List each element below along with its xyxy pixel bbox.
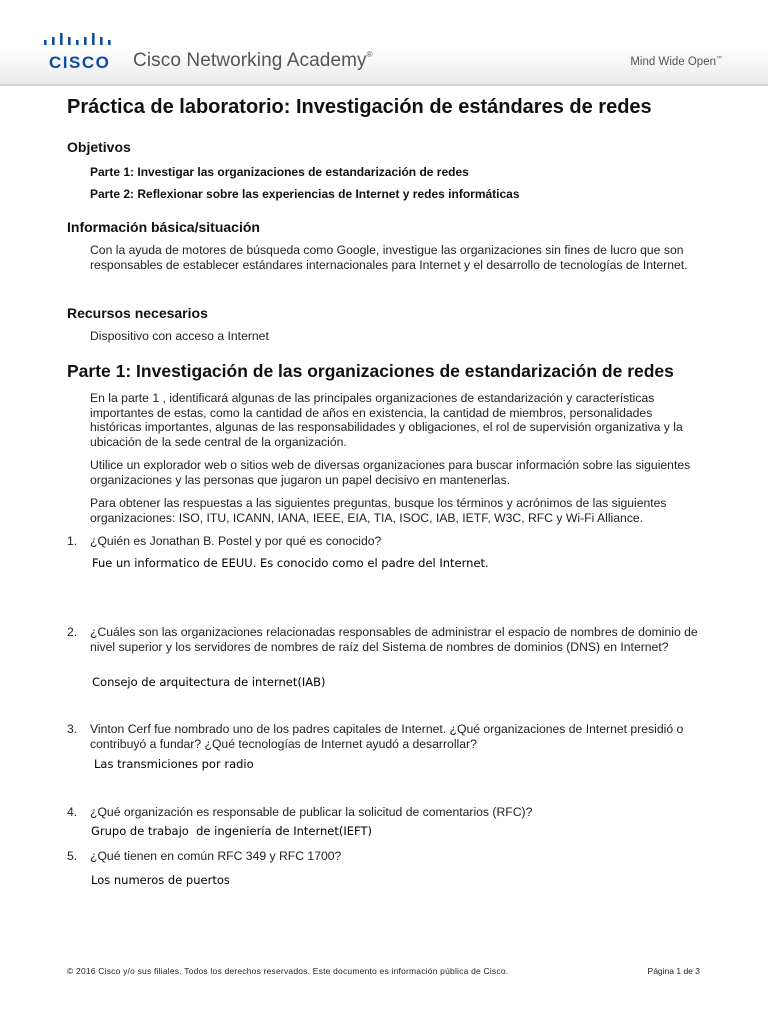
cisco-logo-icon [44,33,114,49]
question-text: ¿Qué organización es responsable de publicar la solicitud de comentarios (RFC)? [90,805,533,819]
objective-item: Parte 1: Investigar las organizaciones de estandarización de redes [90,165,469,179]
background-text: Con la ayuda de motores de búsqueda como Google, investigue las organizaciones sin fines de lucro que son responsables de establecer estándares internacionales para Internet y el desarrollo de tecnologías de Internet. [90,243,688,272]
part1-instructions: Utilice un explorador web o sitios web de diversas organizaciones para buscar información sobre las siguientes organizaciones y las personas que jugaron un papel decisivo en mantenerlas. [90,458,691,487]
part1-heading: Parte 1: Investigación de las organizaciones de estandarización de redes [67,361,674,381]
trademark-mark: ™ [716,56,722,63]
question-text: Vinton Cerf fue nombrado uno de los padres capitales de Internet. ¿Qué organizaciones de Internet presidió o contribuyó a fundar? ¿Qué tecnologías de Internet ayudó a desarrollar? [90,722,684,751]
part1-acronyms: Para obtener las respuestas a las siguientes preguntas, busque los términos y acrónimos de las siguientes organizaciones: ISO, ITU, ICANN, IANA, IEEE, EIA, TIA, ISOC, IAB, IETF, W3C, RFC y Wi-Fi Alliance. [90,496,667,525]
question-number: 5. [67,849,78,863]
question-text: ¿Qué tienen en común RFC 349 y RFC 1700? [90,849,342,863]
academy-name-text: Cisco Networking Academy [133,50,367,71]
resources-text: Dispositivo con acceso a Internet [90,329,269,343]
objective-item: Parte 2: Reflexionar sobre las experiencias de Internet y redes informáticas [90,187,520,201]
background-heading: Información básica/situación [67,219,260,235]
document-header [0,0,768,86]
page-number: Página 1 de 3 [647,966,700,976]
page-title: Práctica de laboratorio: Investigación de estándares de redes [67,96,652,118]
resources-heading: Recursos necesarios [67,305,208,321]
answer-text: Las transmiciones por radio [94,757,254,771]
answer-text: Grupo de trabajo de ingeniería de Internet(IEFT) [91,824,372,838]
tagline [630,56,722,68]
answer-text: Consejo de arquitectura de internet(IAB) [92,675,326,689]
cisco-wordmark: CISCO [49,53,111,72]
header-divider [0,84,768,86]
objectives-heading: Objetivos [67,139,131,155]
tagline-text: Mind Wide Open [630,56,716,68]
question-number: 3. [67,722,78,736]
question-number: 4. [67,805,78,819]
academy-name [133,50,373,72]
question-number: 1. [67,534,78,548]
question-text: ¿Cuáles son las organizaciones relacionadas responsables de administrar el espacio de nombres de dominio de nivel superior y los servidores de nombres de raíz del Sistema de nombres de dominios (DNS) en Internet? [90,625,698,654]
footer-copyright: © 2016 Cisco y/o sus filiales. Todos los derechos reservados. Este documento es información pública de Cisco. [67,966,509,976]
answer-text: Los numeros de puertos [91,873,230,887]
part1-intro: En la parte 1 , identificará algunas de las principales organizaciones de estandarización y características importantes de estas, como la cantidad de años en existencia, la cantidad de miembros, personalidades históricas importantes, algunas de las responsabilidades y obligaciones, el rol de supervisión organizativa y la ubicación de la sede central de la organización. [90,391,683,449]
answer-text: Fue un informatico de EEUU. Es conocido como el padre del Internet. [92,556,489,570]
registered-mark: ® [366,50,373,59]
question-number: 2. [67,625,78,639]
question-text: ¿Quién es Jonathan B. Postel y por qué es conocido? [90,534,382,548]
